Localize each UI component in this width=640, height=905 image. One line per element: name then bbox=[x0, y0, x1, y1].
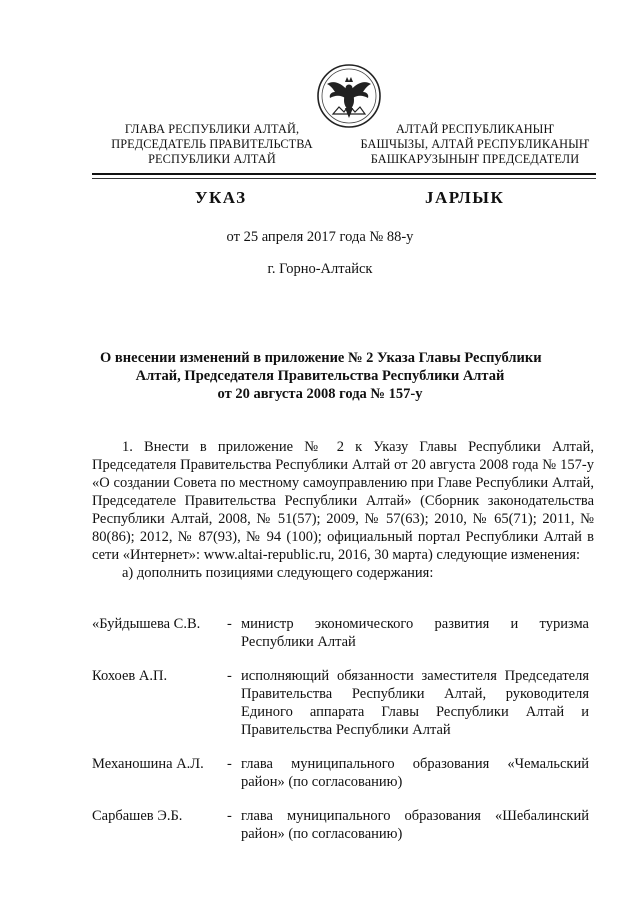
decree-title-line: Алтай, Председателя Правительства Республики Алтай bbox=[135, 368, 505, 384]
doc-type-russian: УКАЗ bbox=[195, 188, 247, 207]
header-left bbox=[92, 122, 332, 167]
position-description: исполняющий обязанности заместителя Председателя Правительства Республики Алтай, руководителя Единого аппарата Главы Республики Алтай и Правительства Республики Алтай bbox=[241, 668, 589, 738]
decree-date-number: от 25 апреля 2017 года № 88-у bbox=[226, 229, 414, 245]
altai-republic-emblem-icon bbox=[315, 62, 383, 130]
body-paragraph: 1. Внести в приложение № 2 к Указу Главы Республики Алтай, Председателя Правительства Республики Алтай от 20 августа 2008 года № 157-у «О создании Совета по местному самоуправлению при Главе Республики Алтай, Председателе Правительства Республики Алтай» (Сборник законодательства Республики Алтай, 2008, № 51(57); 2009, № 57(63); 2010, № 65(71); 2011, № 80(86); 2012, № 87(93), № 94 (100); официальный портал Республики Алтай в сети «Интернет»: www.altai-republic.ru, 2016, 30 марта) следующие изменения: bbox=[92, 439, 594, 563]
position-dash: - bbox=[227, 616, 232, 632]
position-dash: - bbox=[227, 756, 232, 772]
position-description: глава муниципального образования «Чемальский район» (по согласованию) bbox=[241, 756, 589, 790]
position-name: «Буйдышева С.В. bbox=[92, 616, 201, 632]
header-right-line: АЛТАЙ РЕСПУБЛИКАНЫҤ bbox=[395, 122, 555, 136]
position-description: глава муниципального образования «Шебалинский район» (по согласованию) bbox=[241, 808, 589, 842]
header-right bbox=[352, 122, 598, 167]
header-right-line: БАШЧЫЗЫ, АЛТАЙ РЕСПУБЛИКАНЫҤ bbox=[360, 137, 590, 151]
decree-title-line: от 20 августа 2008 года № 157-у bbox=[217, 386, 423, 402]
doc-type-altai: JАРЛЫК bbox=[425, 188, 505, 207]
position-name: Кохоев А.П. bbox=[92, 668, 168, 684]
header-left-line: ПРЕДСЕДАТЕЛЬ ПРАВИТЕЛЬСТВА bbox=[111, 137, 313, 151]
position-dash: - bbox=[227, 668, 232, 684]
header-divider-thin bbox=[92, 178, 596, 179]
position-name: Сарбашев Э.Б. bbox=[92, 808, 183, 824]
body-subitem: а) дополнить позициями следующего содержания: bbox=[122, 565, 434, 581]
position-dash: - bbox=[227, 808, 232, 824]
position-name: Механошина А.Л. bbox=[92, 756, 204, 772]
header-right-line: БАШКАРУЗЫНЫҤ ПРЕДСЕДАТЕЛИ bbox=[370, 152, 580, 166]
decree-title-line: О внесении изменений в приложение № 2 Указа Главы Республики bbox=[100, 350, 542, 366]
decree-body bbox=[92, 438, 594, 582]
decree-city: г. Горно-Алтайск bbox=[267, 261, 373, 277]
header-left-line: РЕСПУБЛИКИ АЛТАЙ bbox=[148, 152, 276, 166]
decree-title bbox=[100, 349, 540, 403]
header-divider-thick bbox=[92, 173, 596, 175]
position-description: министр экономического развития и туризма Республики Алтай bbox=[241, 616, 589, 650]
header-left-line: ГЛАВА РЕСПУБЛИКИ АЛТАЙ, bbox=[124, 122, 300, 136]
